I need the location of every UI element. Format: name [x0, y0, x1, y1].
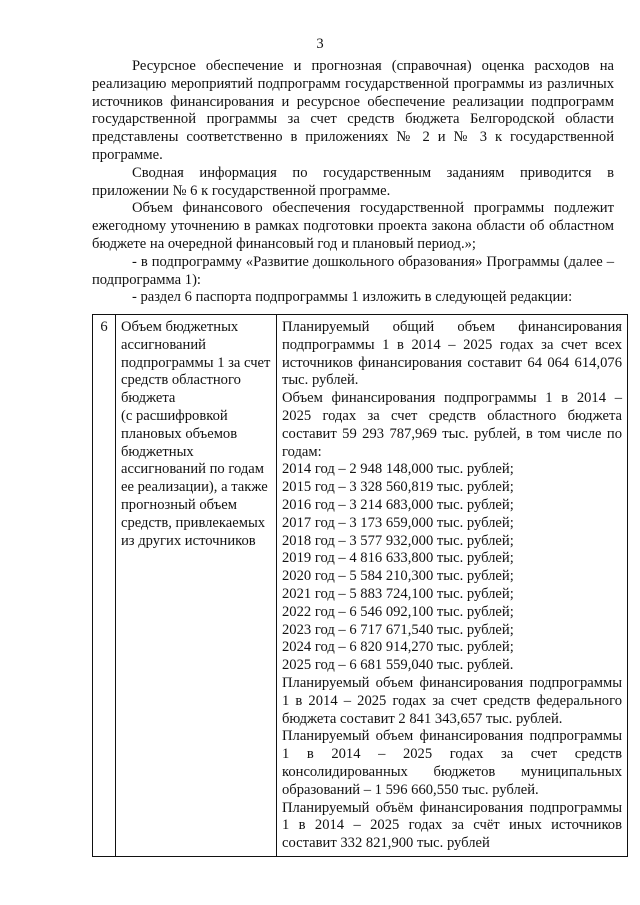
year-amount-line: 2023 год – 6 717 671,540 тыс. рублей;: [282, 621, 514, 638]
year-amount-line: 2025 год – 6 681 559,040 тыс. рублей.: [282, 657, 514, 674]
table-row: [93, 315, 628, 857]
federal-financing-text: Планируемый объем финансирования подпрограммы 1 в 2014 – 2025 годах за счет средств федерального бюджета составит 2 841 343,657 тыс. рублей.: [282, 674, 622, 727]
paragraph-section-edit: - раздел 6 паспорта подпрограммы 1 изложить в следующей редакции:: [132, 289, 573, 306]
total-financing-text: Планируемый общий объем финансирования подпрограммы 1 в 2014 – 2025 годах за счет всех источников финансирования составит 64 064 614,076 тыс. рублей.: [282, 319, 622, 389]
year-amount-line: 2021 год – 5 883 724,100 тыс. рублей;: [282, 585, 514, 602]
year-amount-line: 2015 год – 3 328 560,819 тыс. рублей;: [282, 479, 514, 496]
name-line: ассигнований по годам: [121, 461, 264, 478]
year-amount-line: 2018 год – 3 577 932,000 тыс. рублей;: [282, 532, 514, 549]
row-number-cell: 6: [93, 315, 116, 857]
paragraph-subprogram-intro: - в подпрограмму «Развитие дошкольного образования» Программы (далее – подпрограмма 1):: [92, 253, 614, 288]
year-amount-line: 2019 год – 4 816 633,800 тыс. рублей;: [282, 550, 514, 567]
name-line: (с расшифровкой: [121, 407, 228, 424]
name-line: из других источников: [121, 532, 256, 549]
year-amount-line: 2014 год – 2 948 148,000 тыс. рублей;: [282, 461, 514, 478]
paragraph-summary-info: Сводная информация по государственным заданиям приводится в приложении № 6 к государственной программе.: [92, 164, 614, 199]
year-amount-line: 2017 год – 3 173 659,000 тыс. рублей;: [282, 514, 514, 531]
name-line: средств областного: [121, 372, 241, 389]
name-line: Объем бюджетных: [121, 319, 239, 335]
name-line: ее реализации), а также: [121, 479, 268, 496]
paragraph-resource-support: Ресурсное обеспечение и прогнозная (справочная) оценка расходов на реализацию мероприятий подпрограмм государственной программы из различных источников финансирования и ресурсное обеспечение реализации подпрограмм государственной программы за счет средств бюджета Белгородской области представлены соответственно в приложениях № 2 и № 3 к государственной программе.: [92, 58, 614, 163]
name-line: средств, привлекаемых: [121, 514, 266, 531]
row-name-cell: [116, 315, 277, 857]
year-amount-line: 2024 год – 6 820 914,270 тыс. рублей;: [282, 639, 514, 656]
paragraph-financing-volume: Объем финансового обеспечения государственной программы подлежит ежегодному уточнению в рамках подготовки проекта закона области об областном бюджете на очередной финансовый год и плановый период.»;: [92, 200, 614, 252]
year-amount-line: 2022 год – 6 546 092,100 тыс. рублей;: [282, 603, 514, 620]
name-line: ассигнований: [121, 336, 206, 353]
row-value-cell: [277, 315, 628, 857]
page-number: 3: [316, 36, 324, 52]
name-line: бюджета: [121, 390, 176, 407]
year-amount-line: 2016 год – 3 214 683,000 тыс. рублей;: [282, 496, 514, 513]
municipal-financing-text: Планируемый объем финансирования подпрограммы 1 в 2014 – 2025 годах за счет средств консолидированных бюджетов муниципальных образований – 1 596 660,550 тыс. рублей.: [282, 728, 622, 798]
passport-table: [92, 314, 628, 857]
other-sources-financing-text: Планируемый объём финансирования подпрограммы 1 в 2014 – 2025 годах за счёт иных источников составит 332 821,900 тыс. рублей: [282, 799, 622, 852]
name-line: бюджетных: [121, 443, 194, 460]
name-line: прогнозный объем: [121, 496, 237, 513]
year-amount-line: 2020 год – 5 584 210,300 тыс. рублей;: [282, 568, 514, 585]
name-line: подпрограммы 1 за счет: [121, 354, 271, 371]
regional-financing-text: Объем финансирования подпрограммы 1 в 2014 – 2025 годах за счет средств областного бюджета составит 59 293 787,969 тыс. рублей, в том числе по годам:: [282, 390, 622, 460]
body-text: [92, 58, 614, 307]
name-line: плановых объемов: [121, 425, 238, 442]
